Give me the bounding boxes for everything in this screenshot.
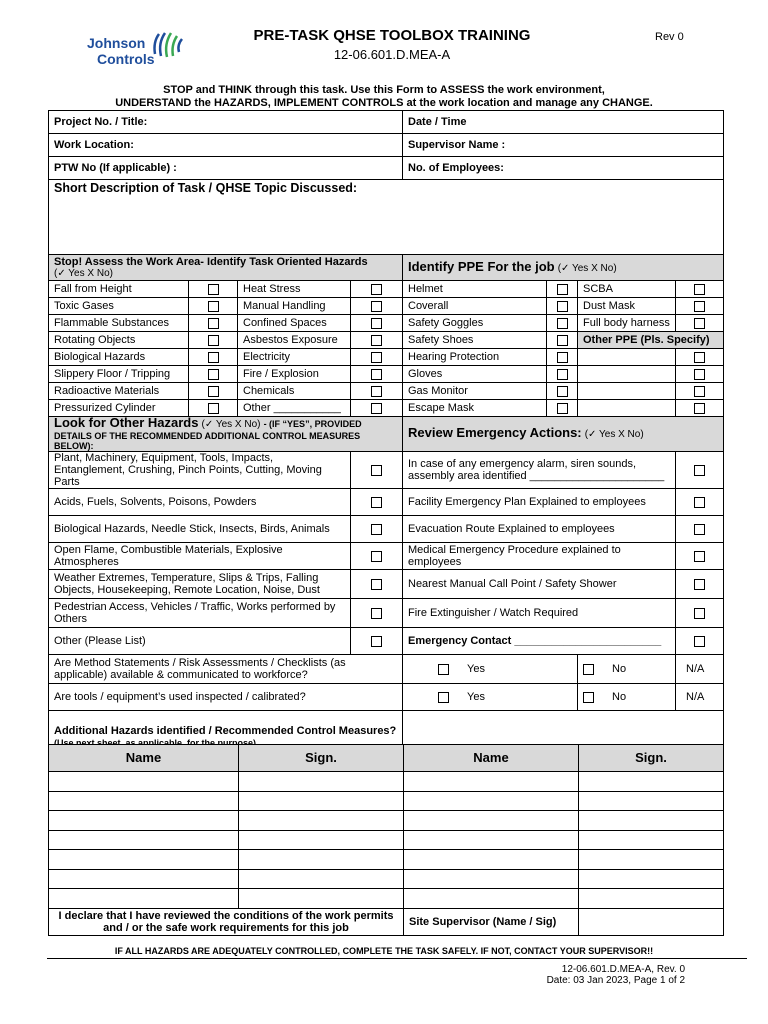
- ppe-header: [403, 255, 724, 281]
- name-field[interactable]: [404, 869, 579, 889]
- footer-date: Date: 03 Jan 2023, Page 1 of 2: [546, 975, 685, 986]
- name-field[interactable]: [404, 811, 579, 831]
- ppe-label[interactable]: [578, 400, 676, 417]
- checkbox[interactable]: [694, 386, 705, 397]
- hazard-label: Radioactive Materials: [49, 383, 189, 400]
- sign-field[interactable]: [239, 791, 404, 811]
- emergency-action-label: In case of any emergency alarm, siren sounds, assembly area identified ______________________: [403, 452, 676, 489]
- checkbox[interactable]: [208, 318, 219, 329]
- site-supervisor-field[interactable]: [579, 908, 724, 935]
- declaration: I declare that I have reviewed the conditions of the work permits and / or the safe work requirements for this job: [49, 908, 404, 935]
- supervisor-field[interactable]: Supervisor Name :: [403, 134, 724, 157]
- ppe-label: Hearing Protection: [403, 349, 547, 366]
- checkbox[interactable]: [371, 465, 382, 476]
- other-hazard-label: Other (Please List): [49, 628, 351, 655]
- yes-option-cell: [403, 655, 578, 684]
- sign-field[interactable]: [239, 811, 404, 831]
- name-header: Name: [404, 745, 579, 772]
- checkbox[interactable]: [371, 284, 382, 295]
- intro-line1: STOP and THINK through this task. Use this Form to ASSESS the work environment,: [163, 84, 605, 96]
- hazard-row: [49, 281, 724, 298]
- checkbox-cell: [351, 366, 403, 383]
- checkbox[interactable]: [694, 524, 705, 535]
- checkbox-cell: [676, 400, 724, 417]
- signature-row: [49, 850, 724, 870]
- checkbox-cell: [351, 628, 403, 655]
- question-row: [49, 684, 403, 711]
- checkbox[interactable]: [694, 497, 705, 508]
- checkbox-cell: [676, 599, 724, 628]
- signature-row: [49, 772, 724, 792]
- checkbox[interactable]: [557, 335, 568, 346]
- hazard-label: Other ___________: [238, 400, 351, 417]
- checkbox-cell: [676, 543, 724, 570]
- date-field[interactable]: Date / Time: [403, 111, 724, 134]
- hazard-label: Electricity: [238, 349, 351, 366]
- checkbox[interactable]: [371, 551, 382, 562]
- checkbox-cell: [189, 400, 238, 417]
- checkbox-cell: [189, 366, 238, 383]
- task-description-label: Short Description of Task / QHSE Topic Discussed:: [54, 181, 358, 195]
- checkbox[interactable]: [371, 386, 382, 397]
- hazard-label: Heat Stress: [238, 281, 351, 298]
- other-hazard-row: [49, 570, 724, 599]
- hazard-row: [49, 349, 724, 366]
- other-hazard-row: [49, 599, 724, 628]
- task-description-field[interactable]: [49, 180, 724, 255]
- checkbox-cell: [351, 452, 403, 489]
- sign-field[interactable]: [239, 772, 404, 792]
- checkbox-cell: [676, 349, 724, 366]
- sign-field[interactable]: [579, 772, 724, 792]
- hazard-label: Fall from Height: [49, 281, 189, 298]
- ppe-label: Coverall: [403, 298, 547, 315]
- checkbox-cell: [351, 332, 403, 349]
- checkbox[interactable]: [557, 386, 568, 397]
- checkbox[interactable]: [371, 352, 382, 363]
- name-field[interactable]: [49, 850, 239, 870]
- checkbox[interactable]: [371, 608, 382, 619]
- checkbox[interactable]: [694, 318, 705, 329]
- emergency-action-label: Medical Emergency Procedure explained to employees: [403, 543, 676, 570]
- checkbox[interactable]: [371, 497, 382, 508]
- checkbox[interactable]: [557, 369, 568, 380]
- checkbox-cell: [676, 298, 724, 315]
- ppe-title: Identify PPE For the job: [408, 258, 555, 274]
- checkbox[interactable]: [208, 301, 219, 312]
- signature-row: [49, 791, 724, 811]
- emergency-action-label: Fire Extinguisher / Watch Required: [403, 599, 676, 628]
- signature-table: [48, 744, 724, 936]
- checkbox-cell: [547, 298, 578, 315]
- checkbox[interactable]: [371, 636, 382, 647]
- ppe-label[interactable]: [578, 383, 676, 400]
- additional-hazards-note: (Use next sheet, as applicable, for the purpose): [54, 738, 257, 748]
- emergency-action-label: Facility Emergency Plan Explained to employees: [403, 489, 676, 516]
- sign-field[interactable]: [239, 869, 404, 889]
- no-option-cell: [578, 684, 676, 711]
- hazard-label: Biological Hazards: [49, 349, 189, 366]
- name-field[interactable]: [49, 889, 239, 909]
- checkbox[interactable]: [371, 301, 382, 312]
- sign-field[interactable]: [579, 830, 724, 850]
- hazard-label: Pressurized Cylinder: [49, 400, 189, 417]
- checkbox-cell: [351, 298, 403, 315]
- ppe-label[interactable]: [578, 349, 676, 366]
- checkbox[interactable]: [694, 579, 705, 590]
- ptw-field[interactable]: PTW No (If applicable) :: [49, 157, 403, 180]
- form-title: PRE-TASK QHSE TOOLBOX TRAINING: [253, 27, 531, 44]
- ppe-label[interactable]: [578, 366, 676, 383]
- name-field[interactable]: [49, 791, 239, 811]
- checkbox-cell: [676, 628, 724, 655]
- checkbox[interactable]: [694, 301, 705, 312]
- footer-meta: [500, 964, 685, 986]
- other-hazard-label: Pedestrian Access, Vehicles / Traffic, Works performed by Others: [49, 599, 351, 628]
- checkbox[interactable]: [438, 664, 449, 675]
- project-field[interactable]: Project No. / Title:: [49, 111, 403, 134]
- hazard-row: [49, 315, 724, 332]
- checkbox[interactable]: [694, 352, 705, 363]
- logo-line2: Controls: [97, 51, 155, 67]
- additional-hazards-title: Additional Hazards identified / Recommended Control Measures?: [54, 725, 397, 737]
- other-hazards-legend: (✓ Yes X No): [201, 419, 261, 430]
- name-field[interactable]: [49, 869, 239, 889]
- checkbox[interactable]: [557, 352, 568, 363]
- emergency-action-label: Emergency Contact ________________________: [403, 628, 676, 655]
- checkbox-cell: [676, 281, 724, 298]
- checkbox-cell: [547, 366, 578, 383]
- other-hazard-row: [49, 543, 724, 570]
- checkbox[interactable]: [208, 386, 219, 397]
- ppe-label: Other PPE (Pls. Specify): [578, 332, 724, 349]
- checkbox[interactable]: [371, 579, 382, 590]
- na-option-cell: [676, 684, 724, 711]
- other-hazard-row: [49, 628, 724, 655]
- checkbox-cell: [547, 332, 578, 349]
- checkbox-cell: [189, 281, 238, 298]
- na-label: N/A: [686, 691, 705, 703]
- checkbox[interactable]: [557, 301, 568, 312]
- checkbox-cell: [351, 281, 403, 298]
- checkbox[interactable]: [371, 318, 382, 329]
- ppe-label: Safety Shoes: [403, 332, 547, 349]
- hazard-row: [49, 298, 724, 315]
- name-field[interactable]: [49, 830, 239, 850]
- footer-note: IF ALL HAZARDS ARE ADEQUATELY CONTROLLED, COMPLETE THE TASK SAFELY. IF NOT, CONTACT YOUR SUPERVISOR!!: [114, 946, 654, 956]
- ppe-legend: (✓ Yes X No): [557, 262, 617, 274]
- ppe-label: Gas Monitor: [403, 383, 547, 400]
- hazard-row: [49, 383, 724, 400]
- hazard-label: Asbestos Exposure: [238, 332, 351, 349]
- name-field[interactable]: [49, 811, 239, 831]
- checkbox-cell: [351, 383, 403, 400]
- work-location-field[interactable]: Work Location:: [49, 134, 403, 157]
- checkbox[interactable]: [694, 369, 705, 380]
- checkbox-cell: [351, 489, 403, 516]
- checkbox-cell: [547, 383, 578, 400]
- yes-label: Yes: [467, 691, 485, 703]
- hazard-label: Toxic Gases: [49, 298, 189, 315]
- ppe-label: SCBA: [578, 281, 676, 298]
- hazards-title: Stop! Assess the Work Area- Identify Task Oriented Hazards: [54, 255, 368, 268]
- checkbox[interactable]: [371, 369, 382, 380]
- other-hazard-label: Open Flame, Combustible Materials, Explosive Atmospheres: [49, 543, 351, 570]
- hazard-label: Confined Spaces: [238, 315, 351, 332]
- ppe-label: Gloves: [403, 366, 547, 383]
- emergency-title: Review Emergency Actions:: [408, 425, 582, 440]
- checkbox-cell: [676, 315, 724, 332]
- no-label: No: [612, 663, 627, 675]
- checkbox[interactable]: [694, 551, 705, 562]
- hazard-label: Slippery Floor / Tripping: [49, 366, 189, 383]
- checkbox[interactable]: [694, 284, 705, 295]
- hazard-row: [49, 332, 724, 349]
- checkbox-cell: [351, 599, 403, 628]
- other-hazard-row: [49, 452, 724, 489]
- checkbox[interactable]: [371, 403, 382, 414]
- sign-field[interactable]: [579, 869, 724, 889]
- checkbox-cell: [351, 516, 403, 543]
- checkbox[interactable]: [208, 403, 219, 414]
- other-hazards-title: Look for Other Hazards: [54, 416, 199, 430]
- other-hazards-note2: DETAILS OF THE RECOMMENDED ADDITIONAL CONTROL MEASURES BELOW):: [54, 431, 361, 451]
- other-hazards-header: [49, 417, 403, 452]
- other-hazard-row: [49, 489, 724, 516]
- ppe-label: Escape Mask: [403, 400, 547, 417]
- checkbox-cell: [676, 452, 724, 489]
- hazard-row: [49, 400, 724, 417]
- checkbox[interactable]: [694, 403, 705, 414]
- name-field[interactable]: [404, 830, 579, 850]
- footer-divider: [47, 958, 747, 959]
- emergency-action-label: Evacuation Route Explained to employees: [403, 516, 676, 543]
- ppe-label: Dust Mask: [578, 298, 676, 315]
- checkbox[interactable]: [694, 608, 705, 619]
- hazard-label: Rotating Objects: [49, 332, 189, 349]
- emergency-legend: (✓ Yes X No): [584, 429, 644, 440]
- ppe-label: Safety Goggles: [403, 315, 547, 332]
- checkbox-cell: [351, 349, 403, 366]
- name-field[interactable]: [404, 889, 579, 909]
- hazard-label: Fire / Explosion: [238, 366, 351, 383]
- name-header: Name: [49, 745, 239, 772]
- checkbox-cell: [189, 383, 238, 400]
- sign-field[interactable]: [239, 889, 404, 909]
- checkbox[interactable]: [583, 664, 594, 675]
- emergency-header: [403, 417, 724, 452]
- employees-field[interactable]: No. of Employees:: [403, 157, 724, 180]
- checkbox-cell: [547, 400, 578, 417]
- doc-code: 12-06.601.D.MEA-A: [333, 47, 451, 62]
- logo-line1: Johnson: [87, 35, 146, 51]
- no-label: No: [612, 691, 627, 703]
- checkbox-cell: [676, 366, 724, 383]
- question-row: [49, 655, 403, 684]
- checkbox-cell: [189, 298, 238, 315]
- hazard-label: Manual Handling: [238, 298, 351, 315]
- checkbox[interactable]: [208, 369, 219, 380]
- other-hazards-note1: - (IF “YES”, PROVIDED: [263, 419, 362, 429]
- hazard-label: Chemicals: [238, 383, 351, 400]
- sign-field[interactable]: [579, 811, 724, 831]
- checkbox[interactable]: [557, 318, 568, 329]
- sign-header: Sign.: [579, 745, 724, 772]
- checkbox[interactable]: [557, 284, 568, 295]
- signature-row: [49, 889, 724, 909]
- checkbox-cell: [351, 400, 403, 417]
- checkbox-cell: [351, 543, 403, 570]
- name-field[interactable]: [404, 850, 579, 870]
- name-field[interactable]: [404, 791, 579, 811]
- name-field[interactable]: [404, 772, 579, 792]
- checkbox-cell: [676, 489, 724, 516]
- checkbox[interactable]: [371, 524, 382, 535]
- sign-header: Sign.: [239, 745, 404, 772]
- ppe-label: Helmet: [403, 281, 547, 298]
- other-hazard-label: Acids, Fuels, Solvents, Poisons, Powders: [49, 489, 351, 516]
- other-hazard-label: Plant, Machinery, Equipment, Tools, Impacts, Entanglement, Crushing, Pinch Points, Cutting, Moving Parts: [49, 452, 351, 489]
- checkbox-cell: [676, 570, 724, 599]
- no-option-cell: [578, 655, 676, 684]
- checkbox[interactable]: [371, 335, 382, 346]
- sign-field[interactable]: [579, 791, 724, 811]
- checkbox[interactable]: [694, 636, 705, 647]
- checkbox-cell: [676, 383, 724, 400]
- checkbox[interactable]: [557, 403, 568, 414]
- site-supervisor-label: Site Supervisor (Name / Sig): [404, 908, 579, 935]
- checkbox[interactable]: [438, 692, 449, 703]
- sign-field[interactable]: [239, 830, 404, 850]
- na-option-cell: [676, 655, 724, 684]
- checkbox[interactable]: [208, 335, 219, 346]
- question-text: Are Method Statements / Risk Assessments / Checklists (as applicable) available & communicated to workforce?: [54, 657, 346, 681]
- other-hazard-label: Biological Hazards, Needle Stick, Insects, Birds, Animals: [49, 516, 351, 543]
- signature-row: [49, 830, 724, 850]
- yes-label: Yes: [467, 663, 485, 675]
- other-hazard-row: [49, 516, 724, 543]
- other-hazard-label: Weather Extremes, Temperature, Slips & Trips, Falling Objects, Housekeeping, Remote Location, Noise, Dust: [49, 570, 351, 599]
- checkbox[interactable]: [208, 352, 219, 363]
- na-label: N/A: [686, 663, 705, 675]
- checkbox-cell: [547, 281, 578, 298]
- revision: Rev 0: [655, 31, 684, 43]
- question-text: Are tools / equipment’s used inspected / calibrated?: [54, 691, 306, 703]
- checkbox-cell: [547, 349, 578, 366]
- emergency-action-label: Nearest Manual Call Point / Safety Shower: [403, 570, 676, 599]
- checkbox-cell: [351, 570, 403, 599]
- checkbox-cell: [351, 315, 403, 332]
- toolbox-form: [48, 110, 724, 764]
- checkbox-cell: [189, 315, 238, 332]
- checkbox-cell: [189, 349, 238, 366]
- sign-field[interactable]: [239, 850, 404, 870]
- checkbox[interactable]: [694, 465, 705, 476]
- footer-code: 12-06.601.D.MEA-A, Rev. 0: [561, 964, 685, 975]
- checkbox[interactable]: [208, 284, 219, 295]
- checkbox-cell: [676, 516, 724, 543]
- ppe-label: Full body harness: [578, 315, 676, 332]
- signature-row: [49, 869, 724, 889]
- name-field[interactable]: [49, 772, 239, 792]
- signature-row: [49, 811, 724, 831]
- yes-option-cell: [403, 684, 578, 711]
- checkbox-cell: [189, 332, 238, 349]
- hazard-label: Flammable Substances: [49, 315, 189, 332]
- hazards-legend: (✓ Yes X No): [54, 267, 113, 279]
- sign-field[interactable]: [579, 850, 724, 870]
- sign-field[interactable]: [579, 889, 724, 909]
- hazards-header: [49, 255, 403, 281]
- checkbox[interactable]: [583, 692, 594, 703]
- hazard-row: [49, 366, 724, 383]
- intro-line2: UNDERSTAND the HAZARDS, IMPLEMENT CONTROLS at the work location and manage any CHANGE.: [115, 97, 653, 109]
- checkbox-cell: [547, 315, 578, 332]
